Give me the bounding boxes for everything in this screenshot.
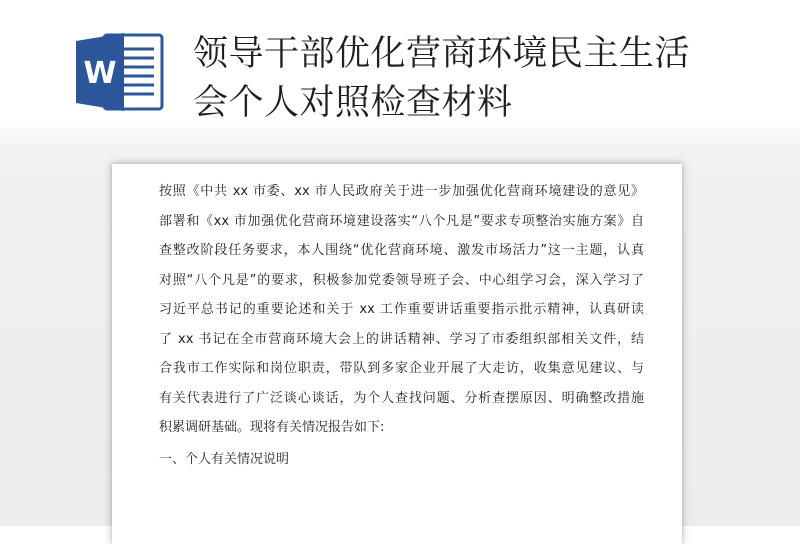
header — [0, 0, 800, 140]
page-title-line-2: 会个人对照检查材料 — [193, 83, 513, 123]
document-page — [112, 164, 682, 544]
word-icon-letter: W — [83, 56, 117, 91]
page-title-line-1: 领导干部优化营商环境民主生活 — [193, 34, 691, 74]
document-body — [159, 180, 644, 472]
page-title — [193, 30, 773, 128]
section-heading: 一、个人有关情况说明 — [159, 452, 290, 467]
paragraph-line: 按照《中共 xx 市委、xx 市人民政府关于进一步加强优化营商环境建设的意见》 — [159, 184, 644, 199]
paragraph-line: 有关代表进行了广泛谈心谈话，为个人查找问题、分析查摆原因、明确整改措施 — [159, 390, 644, 406]
paragraph-line: 查整改阶段任务要求，本人围绕“优化营商环境、激发市场活力”这一主题，认真 — [159, 243, 644, 258]
paragraph-line: 对照“八个凡是”的要求，积极参加党委领导班子会、中心组学习会，深入学习了 — [159, 272, 644, 288]
paragraph-line: 部署和《xx 市加强优化营商环境建设落实“八个凡是”要求专项整治实施方案》自 — [159, 213, 644, 229]
paragraph-line: 合我市工作实际和岗位职责，带队到多家企业开展了大走访，收集意见建议、与 — [159, 361, 644, 376]
paragraph-line: 了 xx 书记在全市营商环境大会上的讲话精神、学习了市委组织部相关文件，结 — [159, 331, 644, 347]
word-document-icon — [74, 31, 166, 113]
paragraph-line: 习近平总书记的重要论述和关于 xx 工作重要讲话重要指示批示精神，认真研读 — [159, 302, 644, 317]
paragraph-line: 积累调研基础。现将有关情况报告如下: — [159, 420, 385, 435]
